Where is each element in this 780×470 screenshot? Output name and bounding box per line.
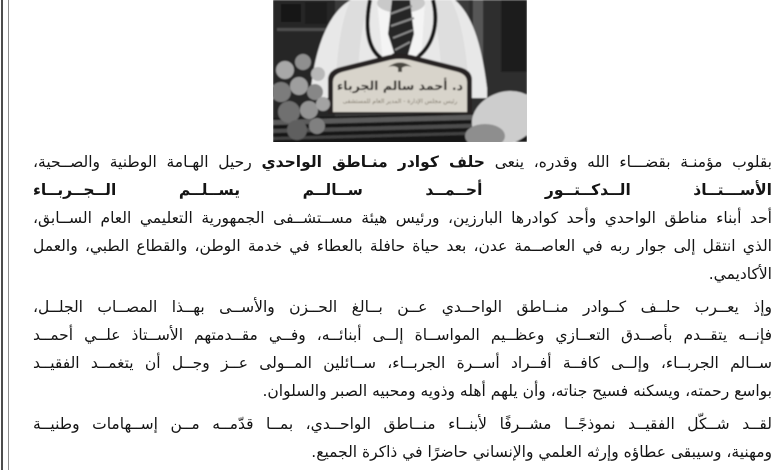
doctor-photo <box>273 0 527 142</box>
nameplate-title: د. أحمد سالم الجرباء <box>336 78 464 93</box>
obituary-line-9: بواسع رحمته، ويسكنه فسيح جناته، وأن يلهم أهله وذويه ومحبيه الصبر والسلوان. <box>262 382 772 400</box>
nameplate-subtitle: رئيس مجلس الإدارة - المدير العام للمستشفى <box>342 98 458 105</box>
obituary-line-4: الذي انتقل إلى جوار ربه في العاصــمة عدن، بعد حياة حافلة بالعطاء في خدمة الوطن، والقطاع الطبي، والعمل <box>33 237 772 255</box>
obituary-line-7: فإنــه يتقــدم بأصــدق التعــازي وعظــيم المواســاة إلــى أبنائــه، وفــي مقــدمتهم الأســتاذ علــي أحمــد <box>33 326 772 344</box>
page-left-border <box>1 0 9 470</box>
obituary-line-5: الأكاديمي. <box>708 265 772 283</box>
shelf-dark-panel <box>501 0 527 72</box>
line-1-pre: بقلوب مؤمنـة بقضـــاء الله وقدره، ينعى <box>484 153 772 171</box>
obituary-line-8: ســالم الجربــاء، وإلــى كافــة أفــراد أســرة الجربــاء، ســائلين المــولى عــز وجــل أن يتغمــد الفقيــد <box>33 354 772 372</box>
obituary-text <box>33 148 772 466</box>
line-1-bold: حلف كوادر منـاطق الواحدي <box>261 153 485 171</box>
shelf-panel <box>281 4 301 22</box>
line-1-post: رحيل الهـامة الوطنية والصــحية، <box>33 153 262 171</box>
obituary-line-10: لقــد شــكّل الفقيــد نموذجًــا مشــرفًا لأبنــاء منــاطق الواحــدي، بمــا قدّمــه مــن إســهامات وطنيــة <box>33 415 772 433</box>
obituary-line-11: ومهنية، وسيبقى عطاؤه وإرثه العلمي والإنساني حاضرًا في ذاكرة الجميع. <box>311 443 772 461</box>
doctor-photo-illustration <box>273 0 527 142</box>
obituary-line-3: أحد أبناء مناطق الواحدي وأحد كوادرها البارزين، ورئيس هيئة مســتشــفى الجمهورية التعليمي العام الســابق، <box>33 209 772 227</box>
obituary-line-1 <box>33 148 772 176</box>
shelf-edge <box>277 28 329 31</box>
obituary-line-6: وإذ يعــرب حلــف كــوادر منــاطق الواحــدي عــن بــالغ الحــزن والأســى بهــذا المصــاب الجلــل، <box>33 298 772 316</box>
obituary-line-2-deceased-name: الأســـتــاذ الــدكــتــور أحــمــد ســالــم يســلــم الــجــربــاء <box>33 181 772 199</box>
shelf-panel <box>305 2 327 24</box>
